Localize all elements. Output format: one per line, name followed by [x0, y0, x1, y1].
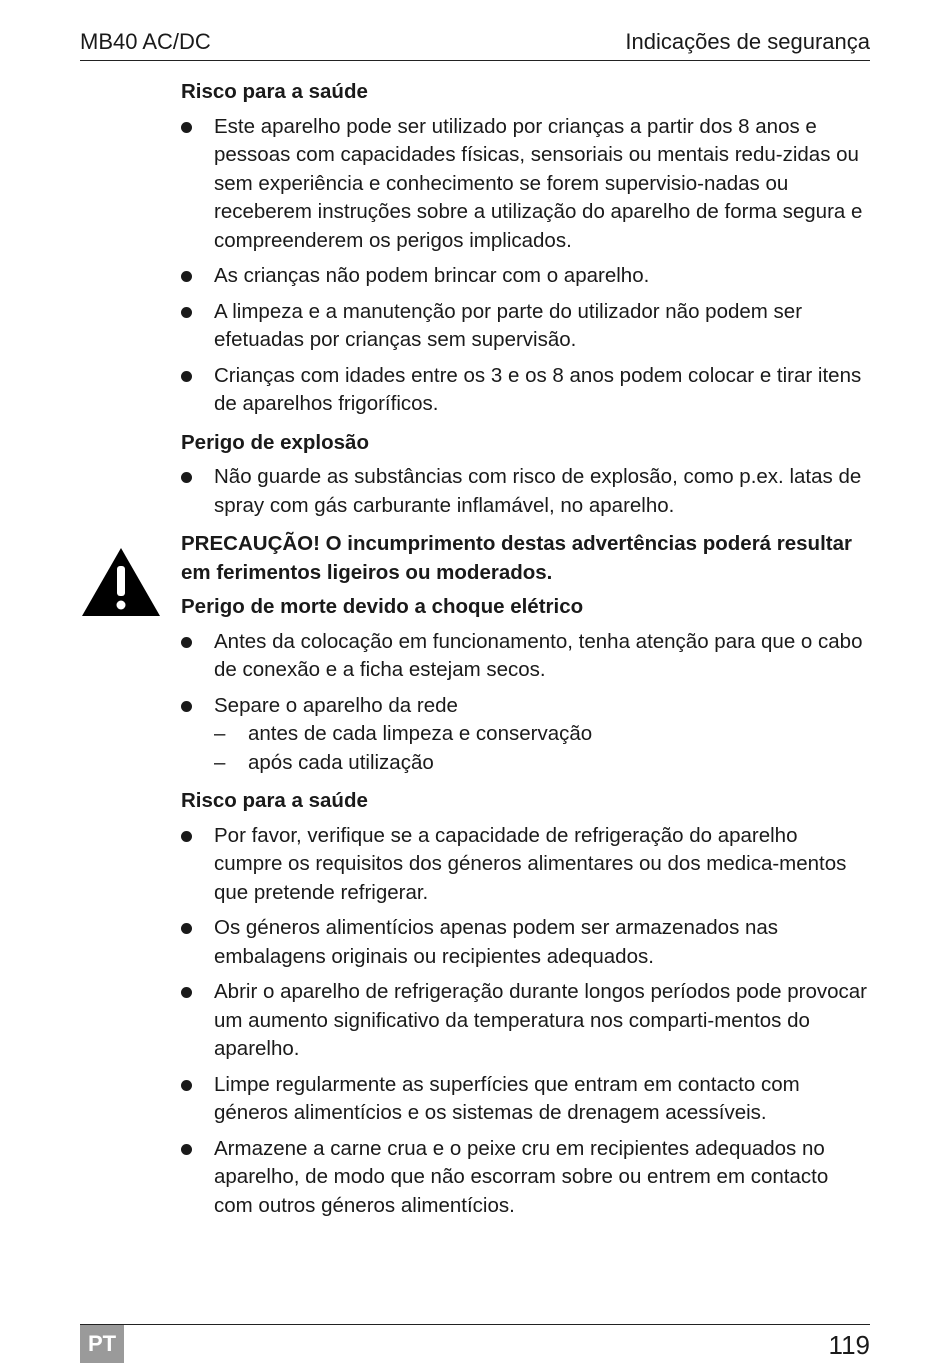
bullet-icon — [181, 923, 192, 934]
warning-triangle-icon — [80, 546, 162, 618]
section-health-risk-2 — [181, 787, 871, 1220]
header-model: MB40 AC/DC — [80, 29, 211, 54]
list-item: Não guarde as substâncias com risco de explosão, como p.ex. latas de spray com gás carburante inflamável, no aparelho. — [181, 463, 871, 520]
sub-list-item: – antes de cada limpeza e conservação — [214, 722, 593, 745]
section-electric-shock — [181, 593, 871, 777]
section-health-risk — [181, 78, 871, 419]
list-item: Crianças com idades entre os 3 e os 8 anos podem colocar e tirar itens de aparelhos frigoríficos. — [181, 362, 871, 419]
bullet-icon — [181, 637, 192, 648]
bullet-icon — [181, 987, 192, 998]
bullet-icon — [181, 831, 192, 842]
section-title: Perigo de explosão — [181, 430, 369, 454]
page-header — [80, 28, 870, 61]
bullet-icon — [181, 472, 192, 483]
language-badge: PT — [80, 1325, 124, 1363]
list-item: Antes da colocação em funcionamento, tenha atenção para que o cabo de conexão e a ficha estejam secos. — [181, 628, 871, 685]
section-title: Risco para a saúde — [181, 80, 368, 103]
section-title: Risco para a saúde — [181, 789, 368, 812]
bullet-icon — [181, 1144, 192, 1155]
list-item: Abrir o aparelho de refrigeração durante longos períodos pode provocar um aumento significativo da temperatura nos comparti-mentos do aparelho. — [181, 978, 871, 1064]
bullet-icon — [181, 122, 192, 133]
main-content — [181, 78, 871, 1230]
list-item: Limpe regularmente as superfícies que entram em contacto com géneros alimentícios e os sistemas de drenagem acessíveis. — [181, 1071, 871, 1128]
sub-list-item: – após cada utilização — [214, 750, 434, 774]
list-item: Os géneros alimentícios apenas podem ser armazenados nas embalagens originais ou recipientes adequados. — [181, 914, 871, 971]
list-item: As crianças não podem brincar com o aparelho. — [181, 262, 871, 291]
caution-notice: PRECAUÇÃO! O incumprimento destas advertências poderá resultar em ferimentos ligeiros ou moderados. — [181, 532, 852, 584]
bullet-icon — [181, 271, 192, 282]
bullet-icon — [181, 307, 192, 318]
bullet-icon — [181, 701, 192, 712]
list-item: A limpeza e a manutenção por parte do utilizador não podem ser efetuadas por crianças sem supervisão. — [181, 298, 871, 355]
section-title: Perigo de morte devido a choque elétrico — [181, 595, 584, 618]
bullet-icon — [181, 1080, 192, 1091]
header-section: Indicações de segurança — [625, 29, 870, 54]
list-item: Por favor, verifique se a capacidade de refrigeração do aparelho cumpre os requisitos dos géneros alimentares ou dos medica-mentos que pretende refrigerar. — [181, 822, 871, 908]
footer-rule — [80, 1324, 870, 1325]
list-item: Armazene a carne crua e o peixe cru em recipientes adequados no aparelho, de modo que não escorram sobre ou entrem em contacto com outros géneros alimentícios. — [181, 1135, 871, 1221]
section-explosion-risk — [181, 429, 871, 521]
list-item: Separe o aparelho da rede – antes de cada limpeza e conservação – após cada utilização — [181, 692, 871, 778]
list-item: Este aparelho pode ser utilizado por crianças a partir dos 8 anos e pessoas com capacidades físicas, sensoriais ou mentais redu-zidas ou sem experiência e conhecimento se forem supervisio-nadas ou receberem instruções sobre a utilização do aparelho de forma segura e compreenderem os perigos implicados. — [181, 113, 871, 256]
page-number: 119 — [828, 1330, 870, 1360]
bullet-icon — [181, 371, 192, 382]
